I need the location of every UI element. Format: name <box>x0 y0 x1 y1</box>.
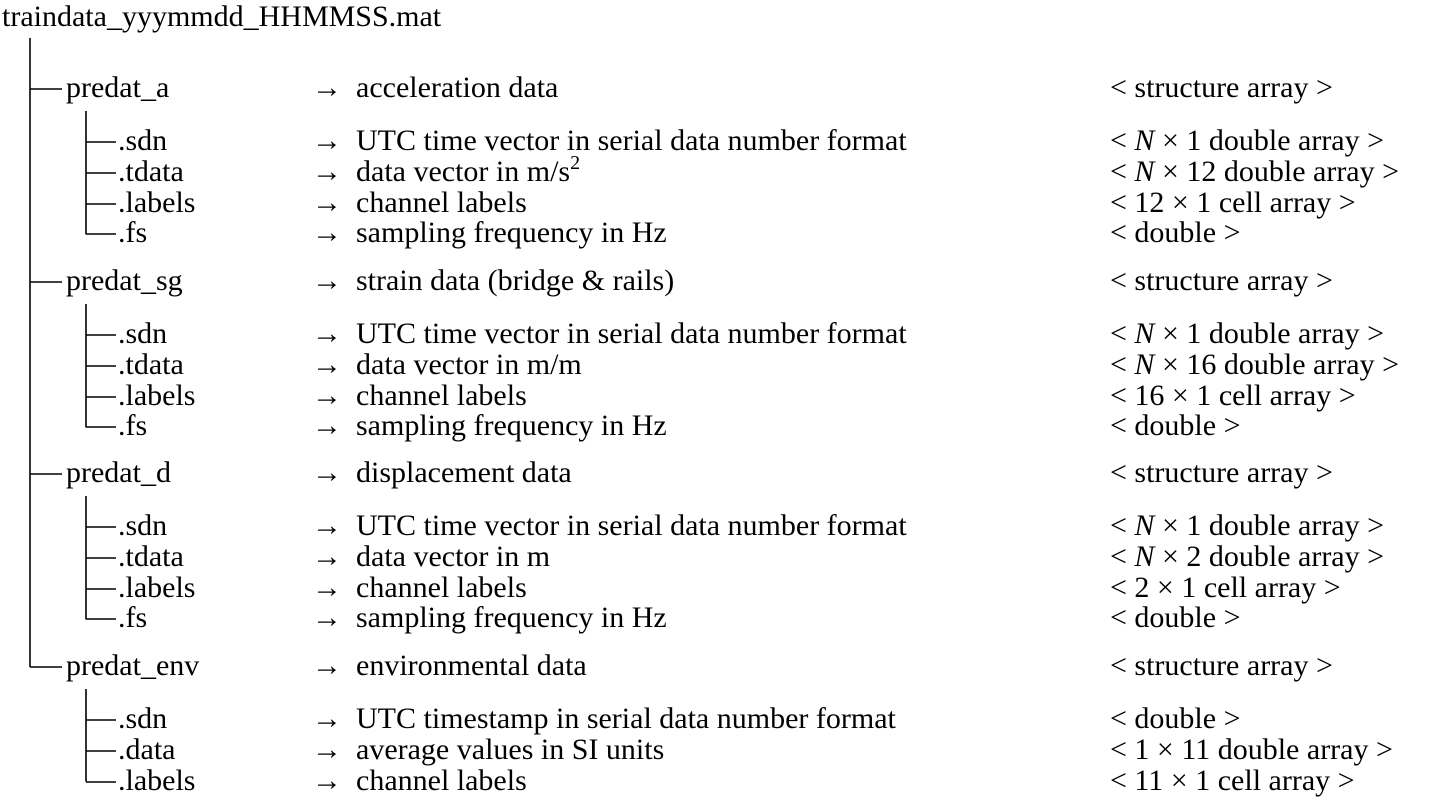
group-name: predat_d <box>66 456 171 489</box>
field-name: .labels <box>118 764 196 797</box>
field-name: .tdata <box>118 155 184 188</box>
field-name: .labels <box>118 571 196 604</box>
field-type-suffix: × 1 double array > <box>1154 124 1385 157</box>
field-type-suffix: × 2 double array > <box>1154 540 1385 573</box>
field-description-text: data vector in m/s <box>356 155 571 188</box>
field-name: .data <box>118 733 176 766</box>
group-description: acceleration data <box>356 71 559 104</box>
field-type <box>1110 766 1355 796</box>
field-description-text: average values in SI units <box>356 733 665 766</box>
field-name: .fs <box>118 409 148 442</box>
field-description <box>356 603 667 633</box>
field-description-text: channel labels <box>356 186 527 219</box>
group-type: < structure array > <box>1110 456 1333 489</box>
field-type <box>1110 542 1384 572</box>
field-name: .tdata <box>118 540 184 573</box>
field-description <box>356 218 667 248</box>
field-type-variable: N <box>1134 540 1155 573</box>
field-description <box>356 704 896 734</box>
field-type <box>1110 218 1241 248</box>
field-name: .labels <box>118 379 196 412</box>
arrow-glyph: → <box>312 124 342 157</box>
arrow-glyph: → <box>312 71 342 104</box>
field-description-text: sampling frequency in Hz <box>356 216 667 249</box>
group-name: predat_env <box>66 649 200 682</box>
group-type: < structure array > <box>1110 71 1333 104</box>
field-description-text: sampling frequency in Hz <box>356 601 667 634</box>
field-type <box>1110 704 1241 734</box>
field-type <box>1110 573 1341 603</box>
field-description-text: UTC time vector in serial data number format <box>356 124 907 157</box>
arrow-glyph: → <box>312 571 342 604</box>
field-type <box>1110 411 1241 441</box>
field-name: .sdn <box>118 317 168 350</box>
field-description <box>356 126 907 156</box>
field-description-text: data vector in m/m <box>356 348 582 381</box>
field-type <box>1110 735 1393 765</box>
field-type-suffix: × 16 double array > <box>1154 348 1400 381</box>
field-type-prefix: < 11 × 1 cell array > <box>1110 764 1355 797</box>
field-description <box>356 381 527 411</box>
arrow-glyph: → <box>312 186 342 219</box>
field-type-prefix: < 1 × 11 double array > <box>1110 733 1393 766</box>
field-type-prefix: < double > <box>1110 702 1241 735</box>
arrow-glyph: → <box>312 317 342 350</box>
arrow-glyph: → <box>312 540 342 573</box>
group-type: < structure array > <box>1110 264 1333 297</box>
group-description: displacement data <box>356 456 572 489</box>
field-name: .sdn <box>118 124 168 157</box>
field-type <box>1110 157 1399 187</box>
field-description <box>356 350 582 380</box>
field-type-prefix: < 2 × 1 cell array > <box>1110 571 1341 604</box>
group-description: environmental data <box>356 649 587 682</box>
field-description-text: channel labels <box>356 764 527 797</box>
field-type <box>1110 319 1384 349</box>
field-description-text: sampling frequency in Hz <box>356 409 667 442</box>
field-type-prefix: < <box>1110 124 1135 157</box>
field-type-suffix: × 1 double array > <box>1154 317 1385 350</box>
root-file-label: traindata_yyymmdd_HHMMSS.mat <box>2 0 442 33</box>
field-type-prefix: < <box>1110 155 1135 188</box>
group-type: < structure array > <box>1110 649 1333 682</box>
field-type-prefix: < double > <box>1110 601 1241 634</box>
arrow-glyph: → <box>312 764 342 797</box>
field-type-variable: N <box>1134 124 1155 157</box>
field-type <box>1110 188 1356 218</box>
field-type-variable: N <box>1134 509 1155 542</box>
field-description <box>356 319 907 349</box>
field-type-prefix: < <box>1110 540 1135 573</box>
field-description <box>356 152 581 188</box>
group-name: predat_sg <box>66 264 183 297</box>
arrow-glyph: → <box>312 155 342 188</box>
field-description-text: channel labels <box>356 379 527 412</box>
field-type <box>1110 350 1399 380</box>
field-description-text: channel labels <box>356 571 527 604</box>
field-type-prefix: < 16 × 1 cell array > <box>1110 379 1356 412</box>
field-name: .sdn <box>118 509 168 542</box>
field-name: .tdata <box>118 348 184 381</box>
arrow-glyph: → <box>312 264 342 297</box>
group-description: strain data (bridge & rails) <box>356 264 675 297</box>
field-description <box>356 411 667 441</box>
field-description <box>356 511 907 541</box>
field-description-text: UTC time vector in serial data number format <box>356 317 907 350</box>
field-type-prefix: < <box>1110 348 1135 381</box>
field-name: .fs <box>118 601 148 634</box>
field-type-variable: N <box>1134 317 1155 350</box>
field-type <box>1110 381 1356 411</box>
field-type-prefix: < 12 × 1 cell array > <box>1110 186 1356 219</box>
field-description <box>356 766 527 796</box>
arrow-glyph: → <box>312 509 342 542</box>
field-type-prefix: < double > <box>1110 216 1241 249</box>
arrow-glyph: → <box>312 456 342 489</box>
field-name: .sdn <box>118 702 168 735</box>
arrow-glyph: → <box>312 409 342 442</box>
field-name: .labels <box>118 186 196 219</box>
field-type <box>1110 603 1241 633</box>
field-type-suffix: × 1 double array > <box>1154 509 1385 542</box>
field-type-suffix: × 12 double array > <box>1154 155 1400 188</box>
field-type-prefix: < double > <box>1110 409 1241 442</box>
field-type-variable: N <box>1134 348 1155 381</box>
field-name: .fs <box>118 216 148 249</box>
field-type-variable: N <box>1134 155 1155 188</box>
field-type-prefix: < <box>1110 509 1135 542</box>
arrow-glyph: → <box>312 601 342 634</box>
field-type-prefix: < <box>1110 317 1135 350</box>
arrow-glyph: → <box>312 733 342 766</box>
arrow-glyph: → <box>312 348 342 381</box>
arrow-glyph: → <box>312 379 342 412</box>
arrow-glyph: → <box>312 216 342 249</box>
field-description <box>356 188 527 218</box>
field-description <box>356 542 550 572</box>
field-type <box>1110 126 1384 156</box>
arrow-glyph: → <box>312 702 342 735</box>
field-description-text: UTC timestamp in serial data number format <box>356 702 896 735</box>
field-description <box>356 735 664 765</box>
group-name: predat_a <box>66 71 170 104</box>
field-description <box>356 573 527 603</box>
superscript-exponent: 2 <box>570 152 581 174</box>
field-type <box>1110 511 1384 541</box>
field-description-text: data vector in m <box>356 540 551 573</box>
field-description-text: UTC time vector in serial data number format <box>356 509 907 542</box>
arrow-glyph: → <box>312 649 342 682</box>
